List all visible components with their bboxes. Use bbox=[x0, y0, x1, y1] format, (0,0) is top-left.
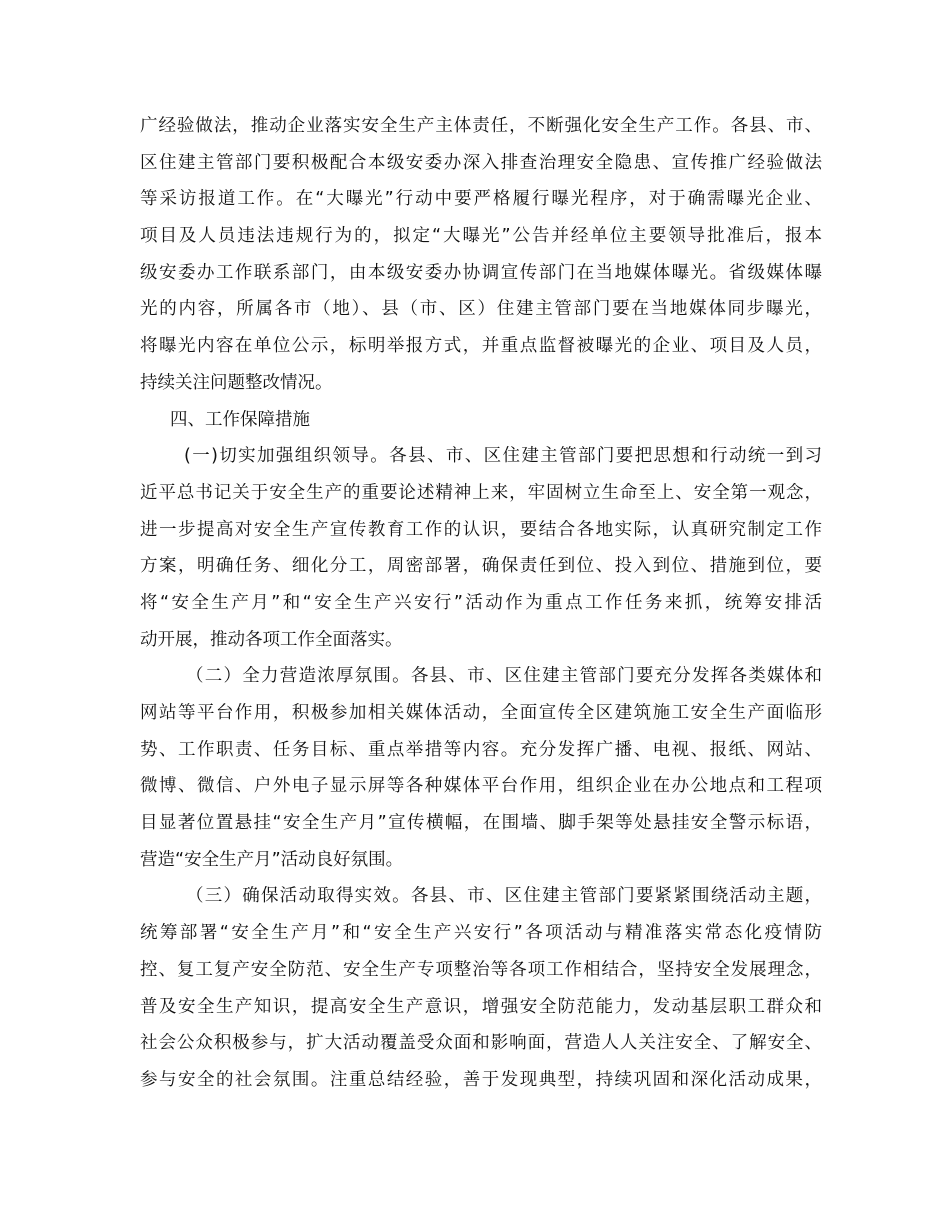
text-line: 微博、微信、户外电子显示屏等各种媒体平台作用，组织企业在办公地点和工程项 bbox=[140, 776, 822, 797]
text-line: (一)切实加强组织领导。各县、市、区住建主管部门要把思想和行动统一到习 bbox=[184, 446, 822, 467]
text-line: 光的内容，所属各市（地）、县（市、区）住建主管部门要在当地媒体同步曝光， bbox=[140, 299, 822, 320]
text-line: （二）全力营造浓厚氛围。各县、市、区住建主管部门要充分发挥各类媒体和 bbox=[186, 666, 822, 687]
paragraph-effectiveness bbox=[140, 878, 822, 1098]
text-line: 近平总书记关于安全生产的重要论述精神上来，牢固树立生命至上、安全第一观念， bbox=[140, 482, 822, 503]
text-line: 持续关注问题整改情况。 bbox=[140, 372, 333, 393]
text-line: 控、复工复产安全防范、安全生产专项整治等各项工作相结合，坚持安全发展理念， bbox=[140, 959, 822, 980]
text-line: 普及安全生产知识，提高安全生产意识，增强安全防范能力，发动基层职工群众和 bbox=[140, 996, 822, 1017]
paragraph-atmosphere bbox=[140, 658, 822, 878]
text-line: 社会公众积极参与，扩大活动覆盖受众面和影响面，营造人人关注安全、了解安全、 bbox=[140, 1033, 822, 1054]
text-line: 区住建主管部门要积极配合本级安委办深入排查治理安全隐患、宣传推广经验做法 bbox=[140, 152, 822, 173]
text-line: 营造“安全生产月”活动良好氛围。 bbox=[140, 849, 404, 870]
text-line: 势、工作职责、任务目标、重点举措等内容。充分发挥广播、电视、报纸、网站、 bbox=[140, 739, 822, 760]
paragraph-organization bbox=[140, 438, 822, 658]
text-line: 动开展，推动各项工作全面落实。 bbox=[140, 629, 403, 650]
text-line: 项目及人员违法违规行为的，拟定“大曝光”公告并经单位主要领导批准后，报本 bbox=[140, 226, 822, 247]
paragraph-exposure bbox=[140, 108, 822, 402]
text-line: 参与安全的社会氛围。注重总结经验，善于发现典型，持续巩固和深化活动成果， bbox=[140, 1069, 822, 1090]
text-line: 将“安全生产月”和“安全生产兴安行”活动作为重点工作任务来抓，统筹安排活 bbox=[140, 592, 822, 613]
text-line: 统筹部署“安全生产月”和“安全生产兴安行”各项活动与精准落实常态化疫情防 bbox=[140, 923, 822, 944]
text-line: 等采访报道工作。在“大曝光”行动中要严格履行曝光程序，对于确需曝光企业、 bbox=[140, 189, 822, 210]
document-body bbox=[140, 108, 822, 1099]
text-line: 目显著位置悬挂“安全生产月”宣传横幅，在围墙、脚手架等处悬挂安全警示标语， bbox=[140, 813, 822, 834]
text-line: 级安委办工作联系部门，由本级安委办协调宣传部门在当地媒体曝光。省级媒体曝 bbox=[140, 262, 822, 283]
section-heading: 四、工作保障措施 bbox=[170, 409, 310, 430]
text-line: 将曝光内容在单位公示，标明举报方式，并重点监督被曝光的企业、项目及人员， bbox=[140, 336, 822, 357]
text-line: 进一步提高对安全生产宣传教育工作的认识，要结合各地实际，认真研究制定工作 bbox=[140, 519, 822, 540]
text-line: （三）确保活动取得实效。各县、市、区住建主管部门要紧紧围绕活动主题， bbox=[186, 886, 822, 907]
text-line: 方案，明确任务、细化分工，周密部署，确保责任到位、投入到位、措施到位，要 bbox=[140, 556, 822, 577]
text-line: 广经验做法，推动企业落实安全生产主体责任，不断强化安全生产工作。各县、市、 bbox=[140, 116, 822, 136]
text-line: 网站等平台作用，积极参加相关媒体活动，全面宣传全区建筑施工安全生产面临形 bbox=[140, 703, 822, 723]
